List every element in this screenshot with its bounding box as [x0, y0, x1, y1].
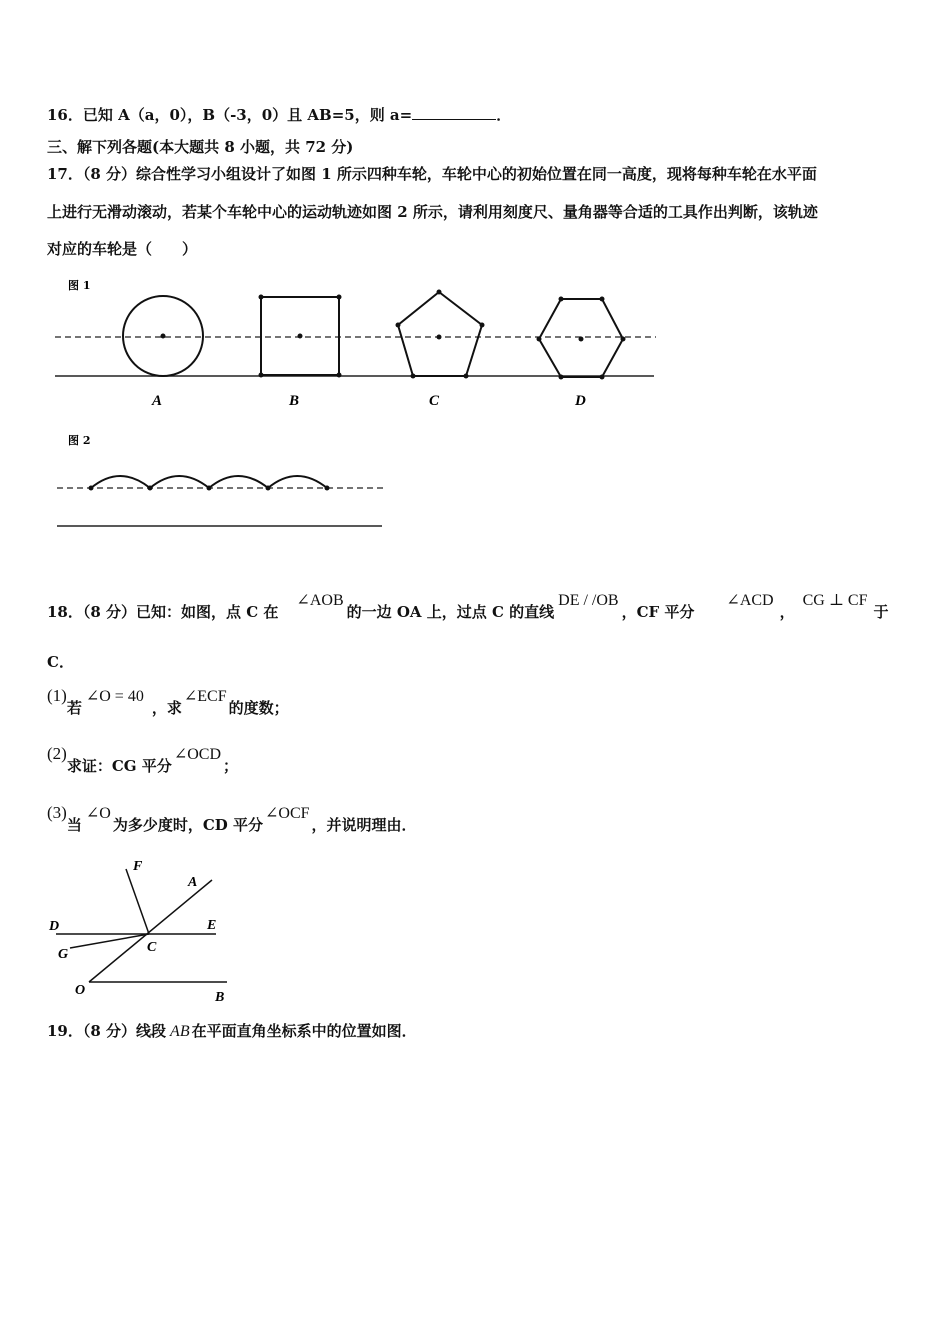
q16-end: ． — [496, 106, 512, 124]
q19-math-ab: AB — [170, 1023, 190, 1040]
q18-text-5: 于 — [873, 603, 889, 621]
q18-sub1-text-3: 的度数； — [228, 699, 289, 717]
q18-text-3: ，CF 平分 — [621, 603, 695, 621]
q18-sub1 — [47, 686, 289, 718]
fig1-label: 图 1 — [68, 279, 91, 292]
wheel-label-a: A — [152, 393, 163, 409]
q18-sub1-math-ecf: ∠ECF — [183, 688, 227, 705]
point-label-b: B — [215, 990, 225, 1005]
point-label-c: C — [147, 940, 157, 955]
q18-sub3-text-2: 为多少度时，CD 平分 — [112, 816, 263, 834]
q18-sub2 — [47, 744, 239, 776]
trajectory-points — [89, 486, 330, 491]
q18-line2: C． — [47, 653, 74, 671]
q18-line1 — [47, 592, 889, 622]
q18-sub3-text-3: ，并说明理由． — [311, 816, 417, 834]
figure-angles — [56, 869, 227, 982]
q18-sub2-num: (2) — [47, 744, 67, 763]
wheel-square — [259, 295, 342, 378]
q18-math-cg-cf: CG ⊥ CF — [802, 592, 868, 609]
q19-text-1: 19．（8 分）线段 — [47, 1022, 167, 1040]
q18-math-aob: ∠AOB — [296, 592, 344, 609]
q18-math-de-ob: DE / /OB — [558, 592, 619, 609]
q18-sub1-text-2: ，求 — [151, 699, 182, 717]
point-label-e: E — [207, 918, 217, 933]
q18-sub2-text-1: 求证：CG 平分 — [66, 757, 172, 775]
q17-line1: 17．（8 分）综合性学习小组设计了如图 1 所示四种车轮，车轮中心的初始位置在同一高度，现将每种车轮在水平面 — [47, 165, 817, 183]
section-heading: 三、解下列各题(本大题共 8 小题，共 72 分) — [47, 138, 354, 156]
point-label-f: F — [133, 859, 143, 874]
q19-text-2: 在平面直角坐标系中的位置如图． — [191, 1022, 417, 1040]
q18-sub1-text-1: 若 — [66, 699, 82, 717]
q18-sub1-num: (1) — [47, 686, 67, 705]
fig2-label: 图 2 — [68, 434, 91, 447]
point-label-o: O — [75, 983, 86, 998]
q18-sub2-math-ocd: ∠OCD — [173, 746, 221, 763]
q18-sub1-math-o: ∠O = 40 — [85, 688, 144, 705]
q18-sub3-num: (3) — [47, 803, 67, 822]
q18-sub3-math-ocf: ∠OCF — [264, 805, 310, 822]
q17-line3: 对应的车轮是（ ） — [47, 240, 198, 258]
q18-math-acd: ∠ACD — [726, 592, 774, 609]
point-label-g: G — [58, 947, 69, 962]
wheel-label-d: D — [575, 393, 586, 409]
q18-sub3-math-o: ∠O — [85, 805, 111, 822]
wheel-hexagon — [537, 297, 626, 380]
wheel-label-c: C — [429, 393, 440, 409]
q16-text: 16．已知 A（a，0），B（-3，0）且 AB=5，则 a= — [47, 106, 413, 124]
q18-text-1: 18．（8 分）已知：如图，点 C 在 — [47, 603, 279, 621]
q18-sub3-text-1: 当 — [66, 816, 82, 834]
q18-sub2-text-2: ； — [223, 757, 239, 775]
q19-line — [47, 1020, 417, 1041]
point-label-a: A — [188, 875, 198, 890]
q18-text-4: ， — [779, 603, 795, 621]
wheel-circle — [123, 296, 203, 376]
q17-line2: 上进行无滑动滚动，若某个车轮中心的运动轨迹如图 2 所示，请利用刻度尺、量角器等合适的工具作出判断，该轨迹 — [47, 203, 818, 221]
q18-text-2: 的一边 OA 上，过点 C 的直线 — [346, 603, 555, 621]
point-label-d: D — [49, 919, 60, 934]
wheel-label-b: B — [289, 393, 300, 409]
wheel-pentagon — [396, 290, 485, 379]
q18-sub3 — [47, 803, 417, 835]
